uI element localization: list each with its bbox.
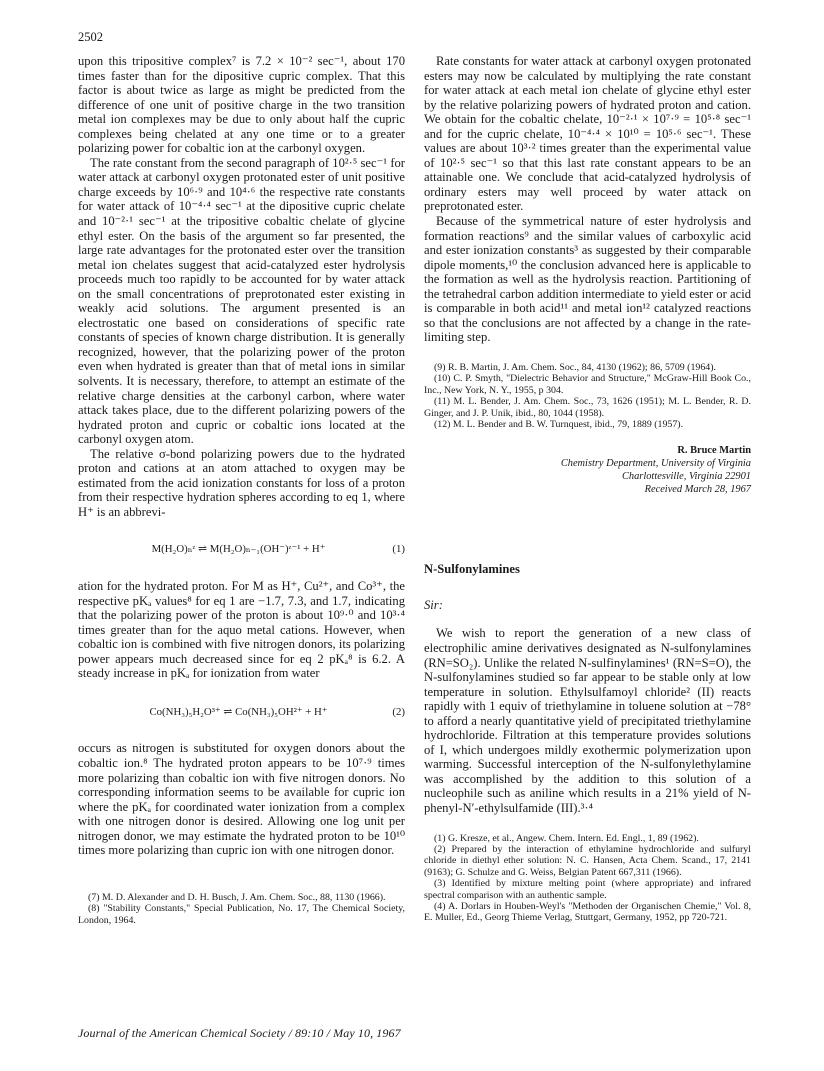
paragraph: occurs as nitrogen is substituted for oxygen donors about the cobaltic ion.⁸ The hydrated proton appears to be 10⁷·⁹ times more polarizing than cobaltic ion with five nitrogen donors. No corresponding information seems to be available for cupric ion where the pKₐ for coordinated water ionization from a complex with one nitrogen donor is desired. Allowing one log unit per nitrogen donor, we may estimate the hydrated proton to be 10¹⁰ times more polarizing than cupric ion with one nitrogen donor. xyxy=(78,741,405,858)
footnotes-left xyxy=(78,892,405,926)
author-signature xyxy=(424,444,751,496)
footnote: (7) M. D. Alexander and D. H. Busch, J. Am. Chem. Soc., 88, 1130 (1966). xyxy=(88,891,386,903)
equation-2 xyxy=(78,705,405,720)
paragraph: upon this tripositive complex⁷ is 7.2 × 10⁻² sec⁻¹, about 170 times faster than for the dipositive cupric complex. That this factor is about twice as large as might be predicted from the difference of one unit of positive charge in the two transition metal ion complexes may be due to only about half the cupric complexes being chelated at any one time or to a greater polarizing power for cobaltic ion at the carbonyl oxygen. xyxy=(78,54,405,156)
footnote: (12) M. L. Bender and B. W. Turnquest, ibid., 79, 1889 (1957). xyxy=(434,418,684,430)
equation-1-body: M(H₂O)ₙᶻ ⇌ M(H₂O)ₙ₋₁(OH⁻)ᶻ⁻¹ + H⁺ xyxy=(151,542,326,555)
paragraph: The relative σ-bond polarizing powers due to the hydrated proton and cations at an atom attached to oxygen may be estimated from the acid ionization constants for loss of a proton from their respective hydration spheres according to eq 1, where H⁺ is an abbrevi- xyxy=(78,446,405,519)
equation-1 xyxy=(78,542,405,557)
equation-1-number: (1) xyxy=(392,542,405,555)
section-title: N-Sulfonylamines xyxy=(424,562,520,577)
paragraph: ation for the hydrated proton. For M as H⁺, Cu²⁺, and Co³⁺, the respective pKₐ values⁸ for eq 1 are −1.7, 7.3, and 1.7, indicating that the polarizing power of the proton is about 10⁹·⁰ and 10³·⁴ times greater than for the aquo metal cations. However, when cobaltic ion is combined with five nitrogen donors, its polarizing power appears much decreased since for eq 2 pKₐ⁸ is 6.2. A steady increase in pKₐ for ionization from water xyxy=(78,579,405,681)
author-affiliation: Chemistry Department, University of Virginia xyxy=(560,458,751,470)
footnote: (3) Identified by mixture melting point (where appropriate) and infrared spectral comparison with an authentic sample. xyxy=(424,878,751,901)
equation-2-body: Co(NH₃)₅H₂O³⁺ ⇌ Co(NH₃)₅OH²⁺ + H⁺ xyxy=(149,705,328,718)
left-column xyxy=(78,54,405,926)
paragraph: The rate constant from the second paragraph of 10²·⁵ sec⁻¹ for water attack at carbonyl oxygen protonated ester of unit positive charge exceeds by 10⁶·⁹ and 10⁴·⁶ the respective rate constants for water attack of 10⁻⁴·⁴ sec⁻¹ at the dipositive cupric chelate and 10⁻²·¹ sec⁻¹ at the tripositive cobaltic chelate of glycine ethyl ester. On the basis of the argument so far presented, the large rate advantages for the protonated ester over the transition metal ion chelates suggest that acid-catalyzed ester hydrolysis proceeds much too rapidly to be accounted for by water attack on the small concentrations of preprotonated ester existing in weakly acid solutions. The argument presented is an electrostatic one based on considerations of specific rate constants of species of known charge distribution. It is generally recognized, however, that the polarizing power of the proton even when hydrated is greater than that of metal ions in similar solvents. It is necessary, therefore, to attempt an estimate of the relative charge densities at the carbonyl carbon, where water attack takes place, due to the different polarizing powers of the hydrated proton and cupric or cobaltic ions located at the carbonyl oxygen atom. xyxy=(78,155,405,447)
footnote: (4) A. Dorlars in Houben-Weyl's "Methoden der Organischen Chemie," Vol. 8, E. Muller, Ed., Georg Thieme Verlag, Stuttgart, Germany, 1952, pp 720-721. xyxy=(424,901,751,924)
paragraph: Rate constants for water attack at carbonyl oxygen protonated esters may now be calculated by multiplying the rate constant for water attack at each metal ion chelate of glycine ethyl ester by the relative polarizing powers of hydrated proton and cation. We obtain for the cobaltic chelate, 10⁻²·¹ × 10⁷·⁹ = 10⁵·⁸ sec⁻¹ and for the cupric chelate, 10⁻⁴·⁴ × 10¹⁰ = 10⁵·⁶ sec⁻¹. These values are about 10³·² times greater than the experimental value of 10²·⁵ sec⁻¹ so that this last rate constant appears to be an attainable one. We conclude that acid-catalyzed hydrolysis of ordinary esters may well proceed by water attack on preprotonated ester. xyxy=(424,54,751,214)
footnote: (11) M. L. Bender, J. Am. Chem. Soc., 73, 1626 (1951); M. L. Bender, R. D. Ginger, and J. P. Unik, ibid., 80, 1044 (1958). xyxy=(424,396,751,419)
equation-2-number: (2) xyxy=(392,705,405,718)
journal-footer: Journal of the American Chemical Society / 89:10 / May 10, 1967 xyxy=(78,1026,401,1040)
footnote: (1) G. Kresze, et al., Angew. Chem. Intern. Ed. Engl., 1, 89 (1962). xyxy=(434,832,699,844)
author-location: Charlottesville, Virginia 22901 xyxy=(621,471,751,483)
page-number: 2502 xyxy=(78,30,103,44)
footnote: (9) R. B. Martin, J. Am. Chem. Soc., 84, 4130 (1962); 86, 5709 (1964). xyxy=(434,361,716,373)
footnotes-right-lower xyxy=(424,833,751,924)
footnote: (10) C. P. Smyth, "Dielectric Behavior and Structure," McGraw-Hill Book Co., Inc., New York, N. Y., 1955, p 304. xyxy=(424,373,751,396)
footnotes-right-upper xyxy=(424,362,751,430)
author-name: R. Bruce Martin xyxy=(677,445,751,457)
right-column xyxy=(424,54,751,924)
paragraph: We wish to report the generation of a new class of electrophilic amine derivatives designated as N-sulfonylamines (RN=SO₂). Unlike the related N-sulfinylamines¹ (RN=S=O), the N-sulfonylamines studied so far appear to be stable only at low temperature in solution. Ethylsulfamoyl chloride² (II) reacts rapidly with 1 equiv of triethylamine in toluene solution at −78° to afford a nearly quantitative yield of precipitated triethylamine hydrochloride. Filtration at this temperature provides solutions of I, which undergoes mildly exothermic polymerization upon warming. Successful interception of the N-sulfonylethylamine was accomplished by the addition to this solution of a nucleophile such as aniline which results in a 21% yield of N-phenyl-N′-ethylsulfamide (III).³·⁴ xyxy=(424,626,751,816)
paragraph: Because of the symmetrical nature of ester hydrolysis and formation reactions⁹ and the similar values of carboxylic acid and ester ionization constants³ as suggested by their comparable dipole moments,¹⁰ the conclusion advanced here is applicable to the formation as well as the hydrolysis reaction. Partitioning of the tetrahedral carbon addition intermediate to yield ester or acid is comparable in both acid¹¹ and metal ion¹² catalyzed reactions so that the conclusions are not affected by a change in the rate-limiting step. xyxy=(424,214,751,345)
salutation: Sir: xyxy=(424,597,443,612)
footnote: (2) Prepared by the interaction of ethylamine hydrochloride and sulfuryl chloride in diethyl ether solution: N. C. Hansen, Acta Chem. Scand., 17, 2141 (9163); G. Schulze and G. Weiss, Belgian Patent 667,311 (1966). xyxy=(424,843,751,878)
received-date: Received March 28, 1967 xyxy=(644,484,751,496)
footnote: (8) "Stability Constants," Special Publication, No. 17, The Chemical Society, London, 1964. xyxy=(78,903,405,926)
